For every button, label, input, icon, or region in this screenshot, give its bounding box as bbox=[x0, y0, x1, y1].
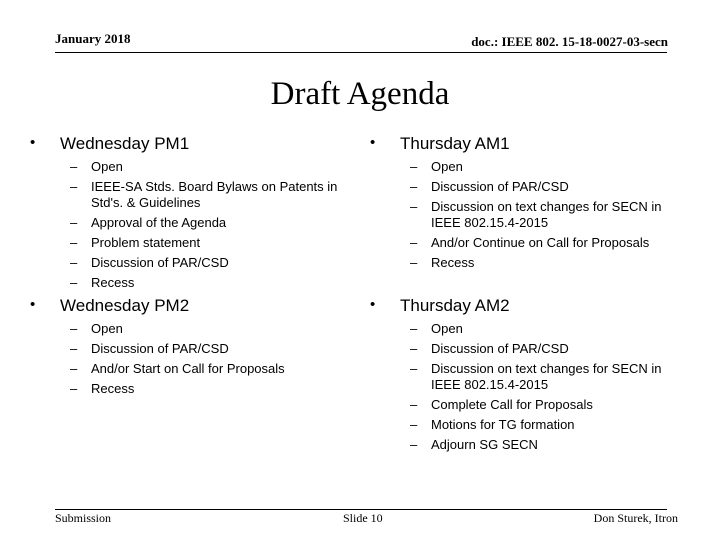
dash-icon: – bbox=[70, 361, 78, 376]
list-item bbox=[70, 341, 360, 357]
agenda-item-list bbox=[70, 159, 360, 291]
list-item bbox=[410, 417, 690, 433]
dash-icon: – bbox=[410, 235, 418, 250]
list-item-label: Discussion on text changes for SECN in IEEE 802.15.4-2015 bbox=[431, 361, 662, 392]
dash-icon: – bbox=[70, 215, 78, 230]
list-item bbox=[70, 255, 360, 271]
list-item bbox=[410, 255, 690, 271]
header-divider bbox=[55, 52, 667, 53]
list-item-label: Open bbox=[91, 321, 123, 336]
footer-submission: Submission bbox=[55, 511, 112, 525]
header-doc-id: doc.: IEEE 802. 15-18-0027-03-secn bbox=[471, 34, 668, 49]
dash-icon: – bbox=[70, 235, 78, 250]
agenda-item-list bbox=[410, 159, 690, 271]
dash-icon: – bbox=[410, 437, 418, 452]
bullet-icon: • bbox=[370, 134, 376, 151]
dash-icon: – bbox=[70, 275, 78, 290]
dash-icon: – bbox=[70, 381, 78, 396]
dash-icon: – bbox=[70, 341, 78, 356]
bullet-icon: • bbox=[30, 134, 36, 151]
footer-divider bbox=[55, 509, 667, 510]
dash-icon: – bbox=[410, 417, 418, 432]
list-item bbox=[410, 159, 690, 175]
list-item-label: And/or Start on Call for Proposals bbox=[91, 361, 285, 376]
list-item-label: Discussion on text changes for SECN in IEEE 802.15.4-2015 bbox=[431, 199, 662, 230]
agenda-item-list bbox=[410, 321, 690, 453]
list-item bbox=[410, 397, 690, 413]
header-date: January 2018 bbox=[55, 31, 131, 46]
list-item-label: Discussion of PAR/CSD bbox=[91, 255, 229, 270]
dash-icon: – bbox=[410, 199, 418, 214]
list-item bbox=[410, 437, 690, 453]
dash-icon: – bbox=[410, 159, 418, 174]
list-item bbox=[70, 321, 360, 337]
list-item-label: Discussion of PAR/CSD bbox=[431, 341, 569, 356]
list-item bbox=[410, 361, 690, 393]
dash-icon: – bbox=[70, 179, 78, 194]
list-item bbox=[410, 235, 690, 251]
dash-icon: – bbox=[70, 159, 78, 174]
agenda-section bbox=[30, 134, 360, 295]
list-item-label: Recess bbox=[91, 381, 135, 396]
list-item bbox=[410, 199, 690, 231]
list-item-label: Open bbox=[91, 159, 123, 174]
section-heading bbox=[30, 134, 360, 158]
list-item bbox=[70, 215, 360, 231]
section-heading bbox=[370, 134, 690, 158]
list-item bbox=[70, 381, 360, 397]
list-item-label: Motions for TG formation bbox=[431, 417, 575, 432]
list-item-label: Discussion of PAR/CSD bbox=[91, 341, 229, 356]
list-item bbox=[70, 159, 360, 175]
list-item-label: IEEE-SA Stds. Board Bylaws on Patents in Std's. & Guidelines bbox=[91, 179, 338, 210]
dash-icon: – bbox=[410, 397, 418, 412]
list-item bbox=[410, 179, 690, 195]
section-heading-label: Thursday AM1 bbox=[400, 134, 510, 153]
agenda-item-list bbox=[70, 321, 360, 397]
section-heading-label: Wednesday PM2 bbox=[60, 296, 190, 315]
footer-author: Don Sturek, Itron bbox=[593, 511, 678, 525]
agenda-section bbox=[370, 296, 690, 457]
bullet-icon: • bbox=[370, 296, 376, 313]
list-item bbox=[410, 321, 690, 337]
footer-slide-number: Slide 10 bbox=[343, 511, 383, 525]
list-item-label: Adjourn SG SECN bbox=[431, 437, 538, 452]
dash-icon: – bbox=[410, 321, 418, 336]
section-heading bbox=[30, 296, 360, 320]
agenda-section bbox=[30, 296, 360, 401]
list-item bbox=[70, 179, 360, 211]
dash-icon: – bbox=[410, 179, 418, 194]
agenda-section bbox=[370, 134, 690, 275]
section-heading-label: Thursday AM2 bbox=[400, 296, 510, 315]
list-item-label: Problem statement bbox=[91, 235, 201, 250]
list-item-label: Approval of the Agenda bbox=[91, 215, 227, 230]
list-item bbox=[70, 235, 360, 251]
section-heading bbox=[370, 296, 690, 320]
list-item bbox=[410, 341, 690, 357]
list-item-label: Recess bbox=[431, 255, 475, 270]
list-item-label: Complete Call for Proposals bbox=[431, 397, 593, 412]
section-heading-label: Wednesday PM1 bbox=[60, 134, 190, 153]
dash-icon: – bbox=[410, 255, 418, 270]
dash-icon: – bbox=[70, 321, 78, 336]
list-item-label: And/or Continue on Call for Proposals bbox=[431, 235, 650, 250]
list-item-label: Open bbox=[431, 321, 463, 336]
list-item-label: Recess bbox=[91, 275, 135, 290]
bullet-icon: • bbox=[30, 296, 36, 313]
list-item bbox=[70, 361, 360, 377]
dash-icon: – bbox=[410, 341, 418, 356]
list-item bbox=[70, 275, 360, 291]
list-item-label: Open bbox=[431, 159, 463, 174]
dash-icon: – bbox=[410, 361, 418, 376]
dash-icon: – bbox=[70, 255, 78, 270]
slide-title: Draft Agenda bbox=[270, 76, 450, 112]
list-item-label: Discussion of PAR/CSD bbox=[431, 179, 569, 194]
